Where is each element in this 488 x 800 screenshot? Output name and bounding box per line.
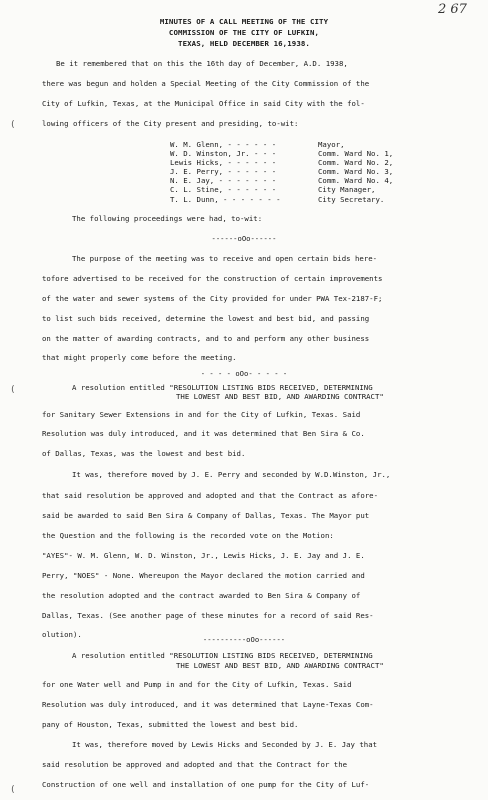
separator: ------oOo------: [211, 234, 277, 243]
officer-name: W. D. Winston, Jr. - - -: [170, 149, 277, 158]
resolution-line: It was, therefore moved by Lewis Hicks and Seconded by J. E. Jay that: [72, 740, 378, 749]
intro-line: lowing officers of the City present and presiding, to-wit:: [42, 119, 299, 128]
officer-name: Lewis Hicks, - - - - - -: [170, 158, 277, 167]
officer-title: Mayor,: [318, 140, 345, 149]
resolution-line: that said resolution be approved and adopted and that the Contract as afore-: [42, 491, 379, 500]
resolution-line: for Sanitary Sewer Extensions in and for the City of Lufkin, Texas. Said: [42, 410, 361, 419]
resolution-line: A resolution entitled "RESOLUTION LISTING BIDS RECEIVED, DETERMINING: [72, 651, 373, 660]
resolution-line: of Dallas, Texas, was the lowest and best bid.: [42, 449, 246, 458]
heading-line-1: MINUTES OF A CALL MEETING OF THE CITY: [159, 17, 329, 26]
resolution-line: It was, therefore moved by J. E. Perry and seconded by W.D.Winston, Jr.,: [72, 470, 391, 479]
resolution-line: the resolution adopted and the contract awarded to Ben Sira & Company of: [42, 591, 361, 600]
intro-line: Be it remembered that on this the 16th day of December, A.D. 1938,: [56, 59, 348, 68]
resolution-line: THE LOWEST AND BEST BID, AND AWARDING CONTRACT": [176, 661, 384, 670]
resolution-line: Resolution was duly introduced, and it was determined that Layne-Texas Com-: [42, 700, 374, 709]
resolution-line: THE LOWEST AND BEST BID, AND AWARDING CONTRACT": [176, 392, 384, 401]
intro-line: City of Lufkin, Texas, at the Municipal Office in said City with the fol-: [42, 99, 365, 108]
officer-title: Comm. Ward No. 3,: [318, 167, 394, 176]
separator: ----------oOo------: [202, 635, 286, 644]
purpose-line: The purpose of the meeting was to receive and open certain bids here-: [72, 254, 378, 263]
officer-name: N. E. Jay, - - - - - - -: [170, 176, 277, 185]
purpose-line: on the matter of awarding contracts, and to and perform any other business: [42, 334, 370, 343]
resolution-line: for one Water well and Pump in and for the City of Lufkin, Texas. Said: [42, 680, 352, 689]
resolution-line: "AYES"- W. M. Glenn, W. D. Winston, Jr., Lewis Hicks, J. E. Jay and J. E.: [42, 551, 365, 560]
punch-hole-mark: (: [10, 785, 16, 795]
officer-title: Comm. Ward No. 1,: [318, 149, 394, 158]
purpose-line: that might properly come before the meeting.: [42, 353, 237, 362]
resolution-line: Resolution was duly introduced, and it was determined that Ben Sira & Co.: [42, 429, 365, 438]
purpose-line: to list such bids received, determine the lowest and best bid, and passing: [42, 314, 370, 323]
officer-title: City Secretary.: [318, 195, 385, 204]
purpose-line: tofore advertised to be received for the construction of certain improvements: [42, 274, 383, 283]
intro-line: there was begun and holden a Special Meeting of the City Commission of the: [42, 79, 370, 88]
resolution-line: olution).: [42, 630, 82, 639]
heading-line-3: TEXAS, HELD DECEMBER 16,1938.: [178, 39, 310, 48]
page-number: 2 67: [438, 2, 467, 17]
resolution-line: the Question and the following is the recorded vote on the Motion:: [42, 531, 334, 540]
separator: - - - - oOo- - - - -: [200, 369, 288, 378]
officer-name: C. L. Stine, - - - - - -: [170, 185, 277, 194]
officer-name: W. M. Glenn, - - - - - -: [170, 140, 277, 149]
punch-hole-mark: (: [10, 385, 16, 395]
officer-title: Comm. Ward No. 2,: [318, 158, 394, 167]
proceedings-line: The following proceedings were had, to-wit:: [72, 214, 263, 223]
officer-name: T. L. Dunn, - - - - - - -: [170, 195, 281, 204]
resolution-line: Dallas, Texas. (See another page of these minutes for a record of said Res-: [42, 611, 374, 620]
resolution-line: pany of Houston, Texas, submitted the lowest and best bid.: [42, 720, 299, 729]
resolution-line: Construction of one well and installation of one pump for the City of Luf-: [42, 780, 370, 789]
officer-name: J. E. Perry, - - - - - -: [170, 167, 277, 176]
resolution-line: said be awarded to said Ben Sira & Company of Dallas, Texas. The Mayor put: [42, 511, 370, 520]
resolution-line: A resolution entitled "RESOLUTION LISTING BIDS RECEIVED, DETERMINING: [72, 383, 373, 392]
punch-hole-mark: (: [10, 120, 16, 130]
officer-title: Comm. Ward No. 4,: [318, 176, 394, 185]
heading-line-2: COMMISSION OF THE CITY OF LUFKIN,: [168, 28, 320, 37]
officer-title: City Manager,: [318, 185, 376, 194]
resolution-line: said resolution be approved and adopted and that the Contract for the: [42, 760, 348, 769]
purpose-line: of the water and sewer systems of the City provided for under PWA Tex-2187-F;: [42, 294, 383, 303]
resolution-line: Perry, "NOES" - None. Whereupon the Mayor declared the motion carried and: [42, 571, 365, 580]
